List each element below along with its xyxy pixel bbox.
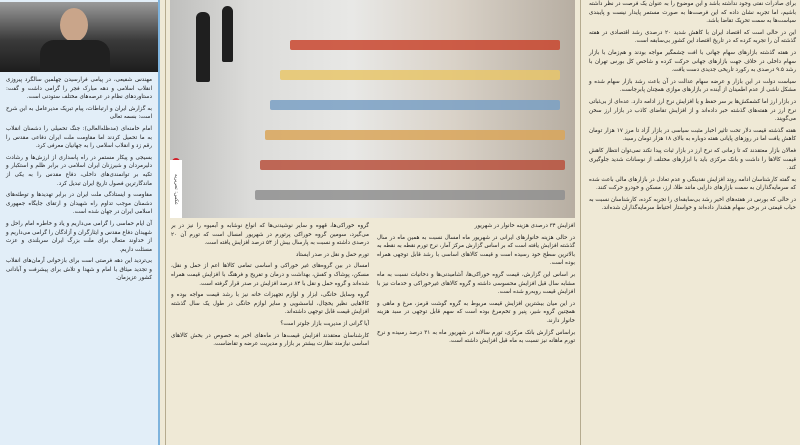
article-paragraph: آن ایام حماسی را گرامی می‌داریم و یاد و خاطره امام راحل و شهیدان دفاع مقدس و ایثارگران و آزادگان را گرامی می‌داریم و از خداوند متعال برای ملت بزرگ ایران سربلندی و عزت مسئلت داریم. <box>6 220 152 253</box>
article-paragraph: گروه خوراکی‌ها، قهوه و سایر نوشیدنی‌ها که انواع نوشابه و آبمیوه را نیز در بر می‌گیرد، سومین گروه خوراکی پرتورم در شهریور امسال است که تورم آن ۲۰ درصدی داشته و نسبت به پارسال بیش از ۵۴ درصد افزایش یافته است. <box>171 223 369 247</box>
photo-caption-strip <box>170 160 182 218</box>
article-paragraph: فعالان بازار معتقدند که تا زمانی که نرخ ارز در بازار ثبات پیدا نکند نمی‌توان انتظار کاهش قیمت کالاها را داشت و بانک مرکزی باید با ابزارهای مختلف از نوسانات شدید جلوگیری کند. <box>589 147 796 172</box>
article-paragraph: در بازار ارز اما کشمکش‌ها بر سر حفظ و یا افزایش نرخ ارز ادامه دارد. عده‌ای از بی‌ثباتی نرخ ارز در هفته‌های گذشته خبر داده‌اند و از افزایش تقاضای کاذب در بازار ارز سخن می‌گویند. <box>589 98 796 123</box>
article-paragraph: مهندس شفیعی، در پیامی فرارسیدن چهلمین سالگرد پیروزی انقلاب اسلامی و دهه مبارک فجر را گرامی داشت و گفت: دستاوردهای نظام در عرصه‌های مختلف ستودنی است. <box>6 77 152 101</box>
shopper-figure <box>196 12 210 82</box>
article-paragraph: امام خامنه‌ای (مدظله‌العالی): جنگ تحمیلی را دشمنان انقلاب به ما تحمیل کردند اما مقاومت ملت ایران دفاعی مقدس را رقم زد و انقلاب اسلامی را به جهانیان معرفی کرد. <box>6 125 152 150</box>
article-paragraph: در حالی هزینه خانوارهای ایرانی در شهریور ماه امسال نسبت به همین ماه در سال گذشته افزایش یافته است که بر اساس گزارش مرکز آمار، نرخ تورم نقطه به نقطه به بالاترین سطح خود رسیده است و قیمت کالاهای اساسی با رشد قابل توجهی همراه بوده است. <box>377 234 575 267</box>
article-paragraph: تورم حمل و نقل در صدر ایستاد <box>295 251 369 258</box>
article-paragraph: مقاومت و ایستادگی ملت ایران در برابر تهدیدها و توطئه‌های دشمنان موجب تداوم راه شهیدان و ارتقای جایگاه جمهوری اسلامی ایران در جهان شده است. <box>6 192 152 216</box>
article-paragraph: این در حالی است که اقتصاد ایران با کاهش شدید ۲۰ درصدی رشد اقتصادی در هفته گذشته آن را تجربه کرده که در تاریخ اقتصاد این کشور بی‌سابقه است. <box>589 29 796 45</box>
article-paragraph: در این میان بیشترین افزایش قیمت مربوط به گروه گوشت قرمز، مرغ و ماهی و همچنین گروه شیر، پنیر و تخم‌مرغ بوده است که سهم قابل توجهی در سبد هزینه خانوار دارند. <box>377 300 575 324</box>
photo-caption: عکس: تحریریه <box>173 173 179 205</box>
shelf-row <box>290 40 560 50</box>
person-photo <box>0 2 158 72</box>
shelf-row <box>260 160 565 170</box>
shelf-row <box>265 130 565 140</box>
center-article <box>170 0 575 445</box>
column-divider <box>580 0 581 445</box>
person-face <box>60 8 88 42</box>
shelf-row <box>280 70 560 80</box>
article-paragraph: در هفته گذشته بازارهای سهام جهانی با افت چشمگیر مواجه بودند و هم‌زمان با بازار سهام داخلی در خلاف جهت بازارهای جهانی حرکت کرده و شاخص کل بورس تهران با رشد ۹.۵ درصدی به رکورد تاریخی جدیدی دست یافت. <box>589 49 796 74</box>
left-article-column <box>0 0 160 445</box>
right-article-column <box>585 0 800 445</box>
article-paragraph: افزایش ۳۴ درصدی هزینه خانوار در شهریور <box>474 223 575 229</box>
shelf-row <box>270 100 560 110</box>
column-divider <box>165 0 166 445</box>
center-text-right <box>377 222 575 445</box>
article-paragraph: براساس گزارش بانک مرکزی، تورم سالانه در شهریور ماه به ۳۱ درصد رسیده و نرخ تورم ماهانه نیز نسبت به ماه قبل افزایش داشته است. <box>377 329 575 345</box>
shopper-figure <box>222 6 233 62</box>
article-paragraph: در حالی که بورس در هفته‌های اخیر رشد بی‌سابقه‌ای را تجربه کرده، کارشناسان نسبت به حباب قیمتی در برخی سهام هشدار داده‌اند و خواستار احتیاط سرمایه‌گذاران شده‌اند. <box>589 196 796 212</box>
center-article-text <box>170 222 575 445</box>
left-article-text <box>6 76 152 283</box>
article-paragraph: بی‌تردید این دهه فرصتی است برای بازخوانی آرمان‌های انقلاب و تجدید میثاق با امام و شهدا و تلاش برای پیشرفت و آبادانی کشور عزیزمان. <box>6 258 152 282</box>
article-paragraph: کارشناسان معتقدند افزایش قیمت‌ها در ماه‌های اخیر به خصوص در بخش کالاهای اساسی نیازمند نظارت بیشتر بر بازار و مدیریت عرضه و تقاضاست. <box>171 332 369 348</box>
article-paragraph: سیاست دولت در این بازار و عرضه سهام عدالت در آن باعث رشد بازار سهام شده و مشکل ناشی از عدم اطمینان از آینده در بازارهای موازی همچنان پابرجاست. <box>589 78 796 94</box>
article-paragraph: گروه وسایل خانگی، ابزار و لوازم تجهیزات خانه نیز با رشد قیمت مواجه بوده و کالاهایی نظیر یخچال، لباسشویی و سایر لوازم خانگی در طول یک سال گذشته افزایش قیمت قابل توجهی داشته‌اند. <box>171 292 369 316</box>
person-suit <box>40 40 110 72</box>
article-paragraph: آیا گرانی از مدیریت بازار جلوتر است؟ <box>280 320 369 327</box>
article-paragraph: به گفته کارشناسان ادامه روند افزایش نقدینگی و عدم تعادل در بازارهای مالی باعث شده که سرمایه‌گذاران به سمت بازارهای دارایی مانند طلا، ارز، مسکن و خودرو حرکت کنند. <box>589 176 796 192</box>
right-article-text <box>589 0 796 213</box>
shelf-row <box>255 190 565 200</box>
center-text-left <box>171 222 369 445</box>
article-paragraph: هفته گذشته قیمت دلار تحت تاثیر اخبار مثبت سیاسی در بازار آزاد تا مرز ۱۷ هزار تومان کاهش یافت اما در روزهای پایانی هفته دوباره به بالای ۱۸ هزار تومان رسید. <box>589 127 796 143</box>
article-paragraph: بر اساس این گزارش، قیمت گروه خوراکی‌ها، آشامیدنی‌ها و دخانیات نسبت به ماه مشابه سال قبل افزایش محسوسی داشته و گروه کالاهای غیرخوراکی و خدمات نیز با افزایش قیمت روبه‌رو شده است. <box>377 271 575 296</box>
article-paragraph: برای صادرات نفتی وجود نداشته باشد و این موضوع را به عنوان یک فرصت در نظر داشته باشیم، اما تجربه نشان داده که این فرصت‌ها به صورت مستمر پایدار نیست و پایبندی سیاست‌ها به سمت تحریک تقاضا باشد. <box>589 1 796 25</box>
article-paragraph: امسال در بین گروه‌های غیر خوراکی و اساسی تمامی کالاها اعم از حمل و نقل، مسکن، پوشاک و کفش، بهداشت و درمان و تفریح و فرهنگ با افزایش قیمت همراه شده‌اند و گروه حمل و نقل با ۸۴ درصد افزایش در صدر قرار گرفته است. <box>171 263 369 287</box>
supermarket-photo <box>170 0 575 218</box>
article-paragraph: به گزارش ایران و ارتباطات، پیام تبریک مدیرعامل به این شرح است: بسمه تعالی <box>6 105 152 121</box>
article-paragraph: بسیجی و پیکار مستمر در راه پاسداری از ارزش‌ها و رشادت دلیرمردان و شیرزنان ایران اسلامی در برابر ظلم و استکبار و تکیه بر توانمندی‌های داخلی، دفاع مقدس را به یکی از ماندگارترین فصول تاریخ ایران تبدیل کرد. <box>6 154 152 187</box>
